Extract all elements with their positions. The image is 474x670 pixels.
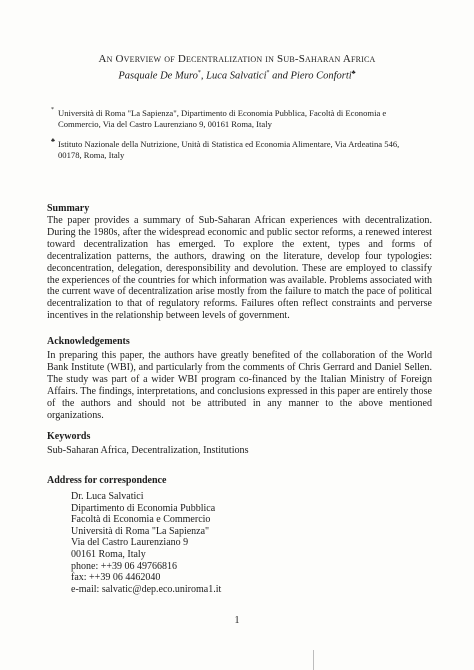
page-number: 1 xyxy=(234,615,240,626)
affiliation-2-mark: ♣ xyxy=(51,138,55,144)
affiliation-2-text: Istituto Nazionale della Nutrizione, Unità di Statistica ed Economia Alimentare, Via Ardeatina 546, 00178, Roma, Italy xyxy=(58,139,400,160)
author-1-mark: * xyxy=(197,70,201,76)
address-heading: Address for correspondence xyxy=(47,475,167,486)
address-block xyxy=(71,491,221,595)
summary-text xyxy=(47,215,432,322)
address-line: Dipartimento di Economia Pubblica xyxy=(71,502,216,514)
acknowledgements-heading: Acknowledgements xyxy=(47,336,130,347)
keywords-heading: Keywords xyxy=(47,431,91,442)
address-phone: phone: ++39 06 49766816 xyxy=(71,560,177,572)
author-separator: , xyxy=(200,70,207,82)
address-line: 00161 Roma, Italy xyxy=(71,548,146,560)
summary-heading: Summary xyxy=(47,203,90,214)
address-fax: fax: ++39 06 4462040 xyxy=(71,572,161,584)
author-2-mark: * xyxy=(266,70,270,76)
summary-paragraph: The paper provides a summary of Sub-Saharan African experiences with decentralization. During the 1980s, after the widespread economic and public sector reforms, a renewed interest toward decentralization has emerged. To explore the extent, types and forms of decentralization patterns, the authors, drawing on the literature, develop four typologies: deconcentration, delegation, deresponsibility and devolution. These are employed to classify the experiences of the countries for which information was available. Problems associated with the current wave of decentralization arise mostly from the failure to match the pace of political decentralization to that of regulatory reforms. Failures often reflect constraints and perverse incentives in the relationship between levels of government. xyxy=(47,215,432,322)
paper-title: An Overview of Decentralization in Sub-Saharan Africa xyxy=(98,53,376,65)
affiliation-1 xyxy=(51,107,420,130)
affiliation-2 xyxy=(51,138,420,161)
affiliation-1-text: Università di Roma "La Sapienza", Dipartimento di Economia Pubblica, Facoltà di Economia e Commercio, Via del Castro Laurenziano 9, 00161 Roma, Italy xyxy=(58,108,387,129)
acknowledgements-paragraph: In preparing this paper, the authors have greatly benefited of the collaboration of the World Bank Institute (WBI), and particularly from the comments of Chris Gerrard and Daniel Sellen. The study was part of a wider WBI program co-financed by the Italian Ministry of Foreign Affairs. The findings, interpretations, and conclusions expressed in this paper are entirely those of the authors and should not be attributed in any manner to the above mentioned organizations. xyxy=(47,350,432,421)
author-3: and Piero Conforti xyxy=(272,70,352,82)
author-1: Pasquale De Muro xyxy=(118,70,198,82)
keywords-text xyxy=(47,445,432,457)
address-line: Dr. Luca Salvatici xyxy=(71,491,144,502)
author-line xyxy=(0,70,474,82)
address-line: Facoltà di Economia e Commercio xyxy=(71,514,211,526)
address-email: e-mail: salvatic@dep.eco.uniroma1.it xyxy=(71,583,222,595)
address-line: Via del Castro Laurenziano 9 xyxy=(71,537,189,549)
address-line: Università di Roma "La Sapienza" xyxy=(71,525,210,537)
affiliation-1-mark: * xyxy=(51,107,54,113)
author-3-mark: ♣ xyxy=(351,70,356,76)
acknowledgements-text xyxy=(47,350,432,421)
scan-artifact-line xyxy=(313,650,314,670)
keywords-paragraph: Sub-Saharan Africa, Decentralization, Institutions xyxy=(47,445,249,456)
author-2: Luca Salvatici xyxy=(206,70,267,82)
